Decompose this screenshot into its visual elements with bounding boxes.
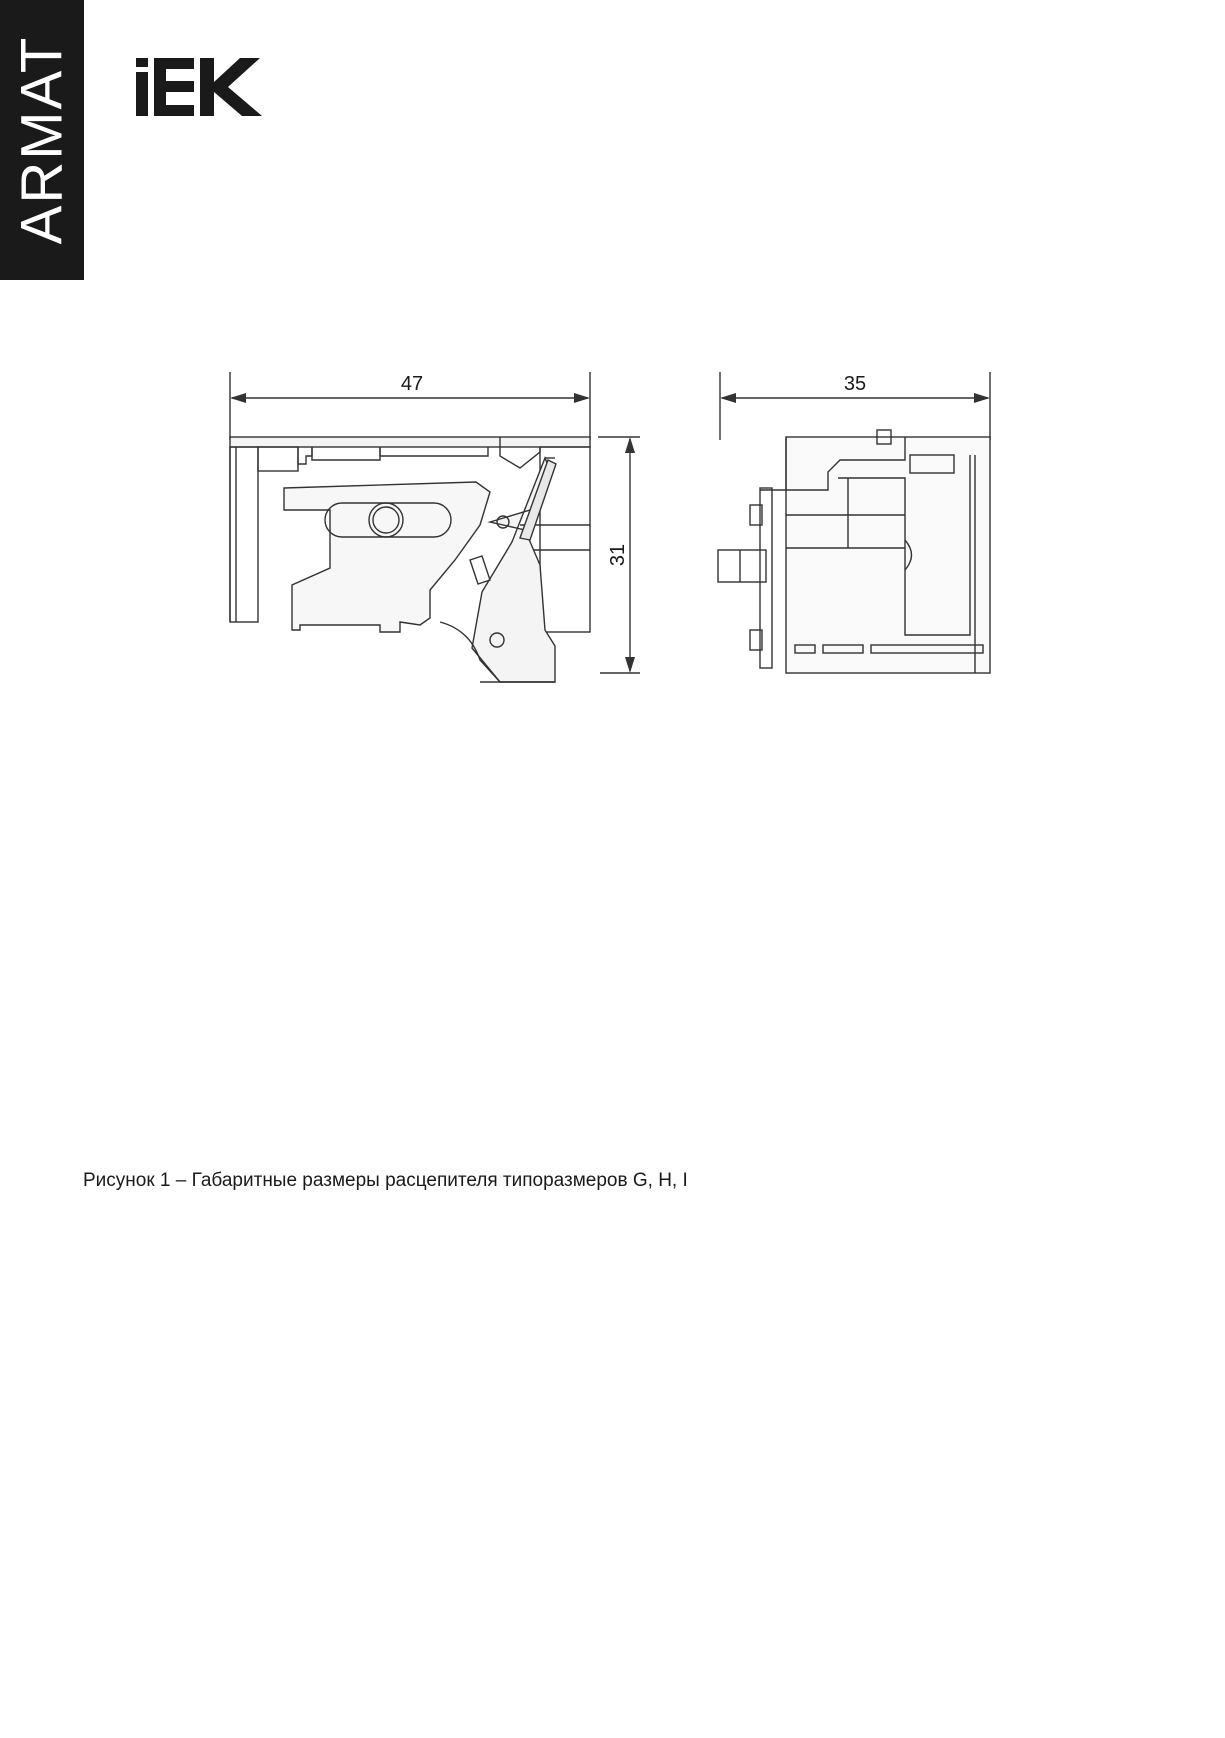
front-view (230, 437, 590, 682)
width-dimension-label: 47 (400, 373, 424, 395)
sidebar-band (0, 0, 84, 280)
sidebar-brand-text: ARMAT (9, 35, 75, 245)
technical-drawing (0, 360, 1225, 690)
height-dimension-label: 31 (607, 543, 629, 567)
side-view (718, 430, 990, 673)
depth-dimension-label: 35 (843, 373, 867, 395)
figure-caption: Рисунок 1 – Габаритные размеры расцепителя типоразмеров G, H, I (83, 1170, 688, 1191)
iek-logo (136, 58, 264, 116)
